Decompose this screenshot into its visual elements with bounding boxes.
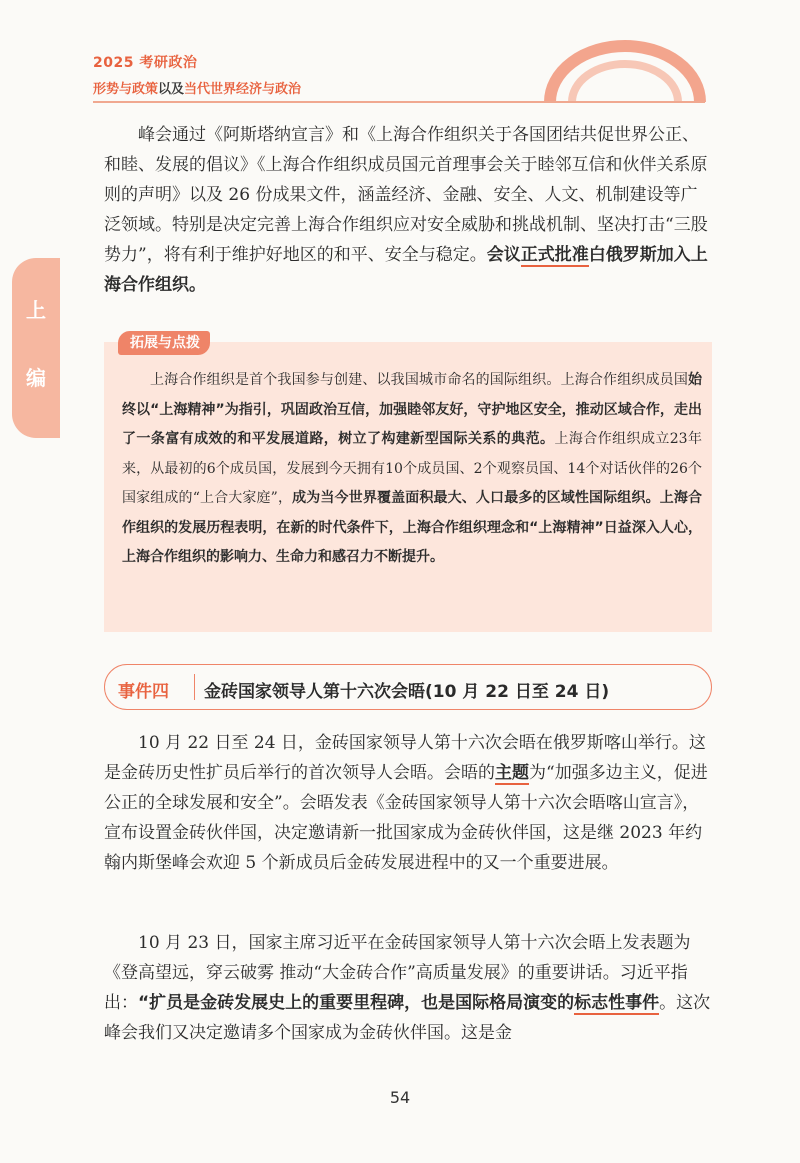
box-bold-2: 成为当今世界覆盖面积最大、人口最多的区域性国际组织。上海合作组织的发展历程表明，在新的时代条件下，上海合作组织理念和“上海精神”日益深入人心，上海合作组织的影响力、生命力和感召力不断提升。: [122, 490, 702, 565]
side-tab-char1: 上: [26, 298, 46, 322]
book-title: 2025 考研政治: [93, 55, 198, 71]
paragraph-brics-text-1: 10 月 22 日至 24 日，金砖国家领导人第十六次会晤在俄罗斯喀山举行。这是金砖历史性扩员后举行的首次领导人会晤。会晤的: [104, 733, 706, 783]
header-arc-decoration: [540, 40, 710, 104]
box-text-2: 上海合作组织成立23年来，从最初的6个成员国，发展到今天拥有10个成员国、2个观察员国、14个对话伙伴的26个国家组成的“上合大家庭”，: [122, 431, 702, 506]
extension-box-tag: 拓展与点拨: [118, 331, 210, 355]
paragraph-xi-text-1: 10 月 23 日，国家主席习近平在金砖国家领导人第十六次会晤上发表题为《登高望远，穿云破雾 推动“大金砖合作”高质量发展》的重要讲话。习近平指出：: [104, 933, 691, 1013]
side-tab-char2: 编: [26, 366, 46, 390]
page-header: [0, 0, 800, 110]
extension-box-text: [122, 366, 702, 573]
paragraph-summit-text: 峰会通过《阿斯塔纳宣言》和《上海合作组织关于各国团结共促世界公正、和睦、发展的倡议》《上海合作组织成员国元首理事会关于睦邻互信和伙伴关系原则的声明》以及 26 份成果文件，涵盖经济、金融、安全、人文、机制建设等广泛领域。特别是决定完善上海合作组织应对安全威胁和挑战机制、坚决打击“三股势力”，将有利于维护好地区的和平、安全与稳定。: [104, 125, 708, 265]
paragraph-xi-bold: “扩员是金砖发展史上的重要里程碑，也是国际格局演变的: [138, 993, 575, 1013]
paragraph-summit-bold-c: 白俄罗斯加入上海合作组织。: [104, 245, 708, 295]
paragraph-summit: [104, 120, 712, 300]
paragraph-brics-text-2: 为“加强多边主义，促进公正的全球发展和安全”。会晤发表《金砖国家领导人第十六次会晤喀山宣言》，宣布设置金砖伙伴国，决定邀请新一批国家成为金砖伙伴国，这是继 2023 年约翰内斯堡峰会欢迎 5 个新成员后金砖发展进程中的又一个重要进展。: [104, 763, 708, 873]
subtitle-part1: 形势与政策: [93, 82, 159, 97]
box-bold-1: 始终以“上海精神”为指引，巩固政治互信，加强睦邻友好，守护地区安全，推动区域合作，走出了一条富有成效的和平发展道路，树立了构建新型国际关系的典范。: [122, 372, 702, 447]
paragraph-xi-underlined: 标志性事件: [574, 993, 660, 1013]
paragraph-summit-bold-b: 正式批准: [520, 245, 589, 265]
paragraph-xi-speech: [104, 928, 712, 1048]
event-label: 事件四: [118, 682, 169, 702]
book-subtitle: [93, 78, 301, 97]
page-number: 54: [389, 1088, 411, 1107]
paragraph-xi-text-2: 。这次峰会我们又决定邀请多个国家成为金砖伙伴国。这是金: [104, 993, 711, 1043]
box-text-1: 上海合作组织是首个我国参与创建、以我国城市命名的国际组织。上海合作组织成员国: [150, 372, 688, 388]
event-separator: [194, 674, 195, 700]
paragraph-brics-theme: 主题: [495, 763, 529, 783]
event-title: 金砖国家领导人第十六次会晤(10 月 22 日至 24 日): [204, 682, 610, 702]
side-tab: [12, 258, 60, 438]
header-divider: [93, 101, 705, 103]
subtitle-part2: 以及: [158, 82, 185, 97]
paragraph-summit-bold-a: 会议: [486, 245, 521, 265]
subtitle-part3: 当代世界经济与政治: [184, 82, 302, 97]
paragraph-brics-summit: [104, 728, 712, 878]
